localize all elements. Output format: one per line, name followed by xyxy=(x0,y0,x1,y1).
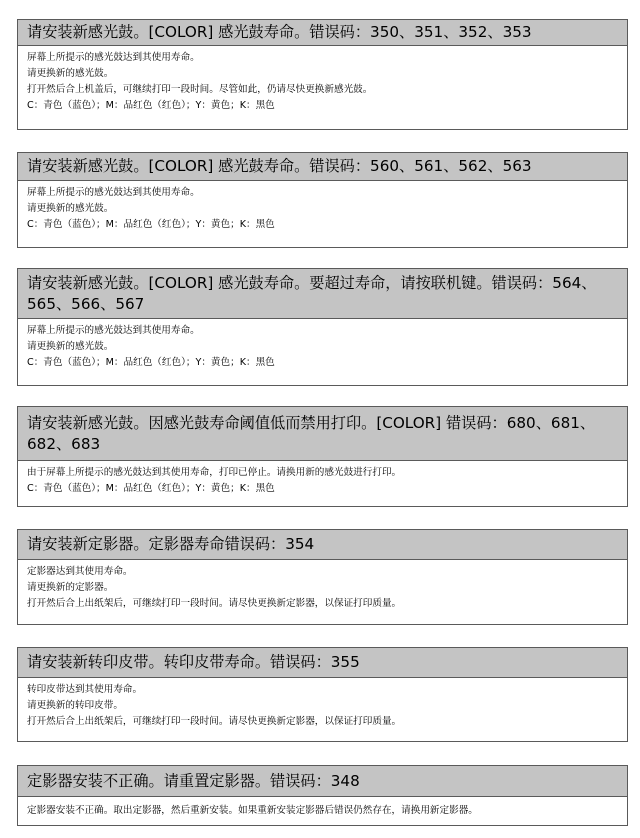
description-line: 打开然后合上出纸架后，可继续打印一段时间。请尽快更换新定影器，以保证打印质量。 xyxy=(27,598,402,609)
description-line: 请更换新的转印皮带。 xyxy=(27,700,123,711)
error-title: 请安装新转印皮带。转印皮带寿命。错误码：355 xyxy=(27,653,360,671)
error-description xyxy=(18,560,627,612)
description-line: 请更换新的感光鼓。 xyxy=(27,341,114,352)
error-block-transfer-belt-life xyxy=(17,647,628,742)
error-block-drum-extend xyxy=(17,268,628,386)
description-line: C：青色（蓝色）；M：品红色（红色）；Y：黄色；K：黑色 xyxy=(27,357,275,368)
error-description xyxy=(18,46,627,114)
error-description xyxy=(18,181,627,233)
error-title-bar xyxy=(18,530,627,560)
description-line: C：青色（蓝色）；M：品红色（红色）；Y：黄色；K：黑色 xyxy=(27,100,275,111)
error-block-drum-disabled xyxy=(17,406,628,507)
description-line: 请更换新的感光鼓。 xyxy=(27,203,114,214)
description-line: 屏幕上所提示的感光鼓达到其使用寿命。 xyxy=(27,325,200,336)
description-line: 请更换新的感光鼓。 xyxy=(27,68,114,79)
description-line: C：青色（蓝色）；M：品红色（红色）；Y：黄色；K：黑色 xyxy=(27,219,275,230)
description-line: 屏幕上所提示的感光鼓达到其使用寿命。 xyxy=(27,187,200,198)
error-title-line: 565、566、567 xyxy=(27,294,145,313)
error-block-fuser-install xyxy=(17,765,628,826)
error-title-bar xyxy=(18,407,627,461)
error-title-bar xyxy=(18,269,627,319)
description-line: 转印皮带达到其使用寿命。 xyxy=(27,684,143,695)
description-line: 定影器达到其使用寿命。 xyxy=(27,566,133,577)
description-line: C：青色（蓝色）；M：品红色（红色）；Y：黄色；K：黑色 xyxy=(27,483,275,494)
description-line: 由于屏幕上所提示的感光鼓达到其使用寿命，打印已停止。请换用新的感光鼓进行打印。 xyxy=(27,467,402,478)
description-line: 打开然后合上机盖后，可继续打印一段时间。尽管如此，仍请尽快更换新感光鼓。 xyxy=(27,84,373,95)
error-title-bar xyxy=(18,153,627,181)
error-title-bar xyxy=(18,648,627,678)
error-title-bar xyxy=(18,20,627,46)
error-description xyxy=(18,797,627,819)
description-line: 打开然后合上出纸架后，可继续打印一段时间。请尽快更换新定影器，以保证打印质量。 xyxy=(27,716,402,727)
error-title-line: 682、683 xyxy=(27,434,101,453)
error-title-bar xyxy=(18,766,627,797)
error-description xyxy=(18,319,627,371)
error-title-line: 请安装新感光鼓。[COLOR] 感光鼓寿命。要超过寿命，请按联机键。错误码：564、 xyxy=(27,273,597,292)
error-block-drum-life xyxy=(17,19,628,130)
error-title: 请安装新感光鼓。[COLOR] 感光鼓寿命。错误码：350、351、352、353 xyxy=(27,23,532,41)
description-line: 请更换新的定影器。 xyxy=(27,582,114,593)
error-block-drum-life-2 xyxy=(17,152,628,248)
error-description xyxy=(18,461,627,497)
error-title: 请安装新定影器。定影器寿命错误码：354 xyxy=(27,535,315,553)
description-line: 屏幕上所提示的感光鼓达到其使用寿命。 xyxy=(27,52,200,63)
error-description xyxy=(18,678,627,730)
description-line: 定影器安装不正确。取出定影器，然后重新安装。如果重新安装定影器后错误仍然存在，请换用新定影器。 xyxy=(27,805,478,816)
error-title: 请安装新感光鼓。[COLOR] 感光鼓寿命。错误码：560、561、562、563 xyxy=(27,157,532,175)
error-title-line: 请安装新感光鼓。因感光鼓寿命阈值低而禁用打印。[COLOR] 错误码：680、681、 xyxy=(27,413,596,432)
error-title: 定影器安装不正确。请重置定影器。错误码：348 xyxy=(27,771,360,790)
error-block-fuser-life xyxy=(17,529,628,625)
